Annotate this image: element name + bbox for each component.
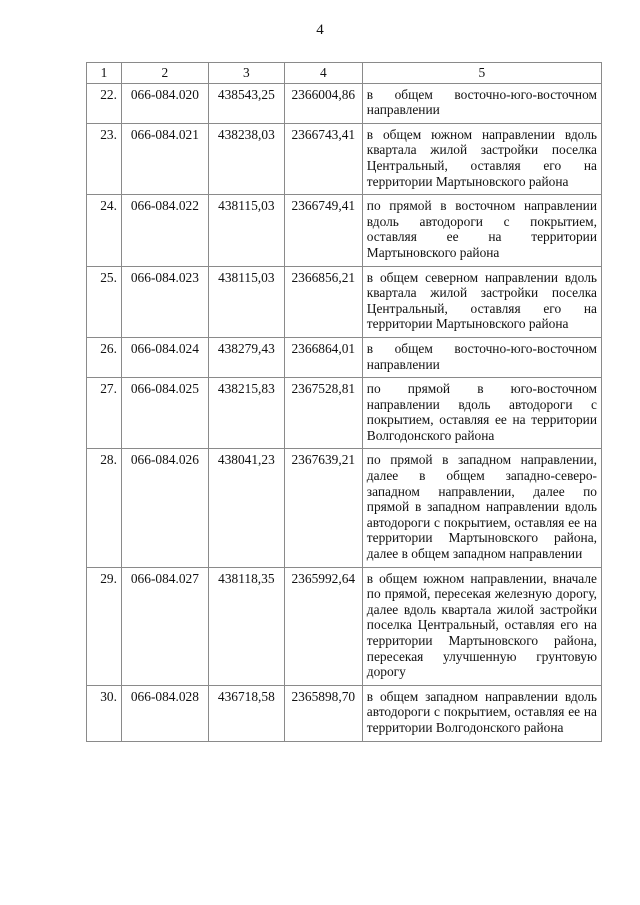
point-code: 066-084.026 <box>121 449 208 567</box>
column-header-y: 4 <box>284 63 362 84</box>
coordinate-y: 2366004,86 <box>284 83 362 123</box>
point-code: 066-084.028 <box>121 685 208 741</box>
point-code: 066-084.021 <box>121 123 208 194</box>
boundary-description: в общем южном направлении, вначале по прямой, пересекая железную дорогу, далее вдоль квартала жилой застройки поселка Центральный, оставляя его на территории Мартыновского района, пересекая улучшенную грунтовую дорогу <box>362 567 601 685</box>
coordinate-x: 438115,03 <box>208 195 284 266</box>
point-code: 066-084.024 <box>121 337 208 377</box>
column-header-number: 1 <box>87 63 122 84</box>
coordinate-y: 2365898,70 <box>284 685 362 741</box>
table-row <box>87 449 602 567</box>
column-header-description: 5 <box>362 63 601 84</box>
coordinate-y: 2367639,21 <box>284 449 362 567</box>
column-header-point-code: 2 <box>121 63 208 84</box>
table-row <box>87 266 602 337</box>
boundary-description: по прямой в юго-восточном направлении вдоль автодороги с покрытием, оставляя ее на территории Волгодонского района <box>362 378 601 449</box>
table-row <box>87 378 602 449</box>
boundary-description: по прямой в западном направлении, далее в общем западно-северо-западном направлении, далее по прямой в западном направлении вдоль автодороги с покрытием, оставляя ее на территории Мартыновского района, далее в общем западном направлении <box>362 449 601 567</box>
row-number: 24. <box>87 195 122 266</box>
point-code: 066-084.027 <box>121 567 208 685</box>
table-row <box>87 83 602 123</box>
row-number: 22. <box>87 83 122 123</box>
coordinate-y: 2366743,41 <box>284 123 362 194</box>
boundary-description: в общем западном направлении вдоль автодороги с покрытием, оставляя ее на территории Волгодонского района <box>362 685 601 741</box>
table-row <box>87 123 602 194</box>
coordinate-y: 2365992,64 <box>284 567 362 685</box>
row-number: 26. <box>87 337 122 377</box>
table-row <box>87 567 602 685</box>
row-number: 23. <box>87 123 122 194</box>
row-number: 25. <box>87 266 122 337</box>
point-code: 066-084.022 <box>121 195 208 266</box>
point-code: 066-084.020 <box>121 83 208 123</box>
row-number: 29. <box>87 567 122 685</box>
row-number: 28. <box>87 449 122 567</box>
table-body <box>87 83 602 741</box>
coordinate-y: 2366864,01 <box>284 337 362 377</box>
boundary-description: в общем восточно-юго-восточном направлении <box>362 83 601 123</box>
coordinate-x: 438238,03 <box>208 123 284 194</box>
table-header-row <box>87 63 602 84</box>
coordinate-y: 2366749,41 <box>284 195 362 266</box>
coordinate-x: 438543,25 <box>208 83 284 123</box>
coordinate-x: 438215,83 <box>208 378 284 449</box>
boundary-description: в общем южном направлении вдоль квартала жилой застройки поселка Центральный, оставляя его на территории Мартыновского района <box>362 123 601 194</box>
coordinate-x: 438118,35 <box>208 567 284 685</box>
boundary-description: в общем северном направлении вдоль квартала жилой застройки поселка Центральный, оставляя его на территории Мартыновского района <box>362 266 601 337</box>
point-code: 066-084.023 <box>121 266 208 337</box>
boundary-description: по прямой в восточном направлении вдоль автодороги с покрытием, оставляя ее на территории Мартыновского района <box>362 195 601 266</box>
table-row <box>87 195 602 266</box>
boundary-points-table <box>86 62 602 742</box>
row-number: 27. <box>87 378 122 449</box>
table-row <box>87 685 602 741</box>
coordinate-y: 2366856,21 <box>284 266 362 337</box>
page-number: 4 <box>316 22 324 38</box>
coordinate-x: 438279,43 <box>208 337 284 377</box>
coordinate-x: 438115,03 <box>208 266 284 337</box>
coordinate-x: 438041,23 <box>208 449 284 567</box>
table-row <box>87 337 602 377</box>
boundary-description: в общем восточно-юго-восточном направлении <box>362 337 601 377</box>
column-header-x: 3 <box>208 63 284 84</box>
row-number: 30. <box>87 685 122 741</box>
coordinate-x: 436718,58 <box>208 685 284 741</box>
point-code: 066-084.025 <box>121 378 208 449</box>
coordinate-y: 2367528,81 <box>284 378 362 449</box>
